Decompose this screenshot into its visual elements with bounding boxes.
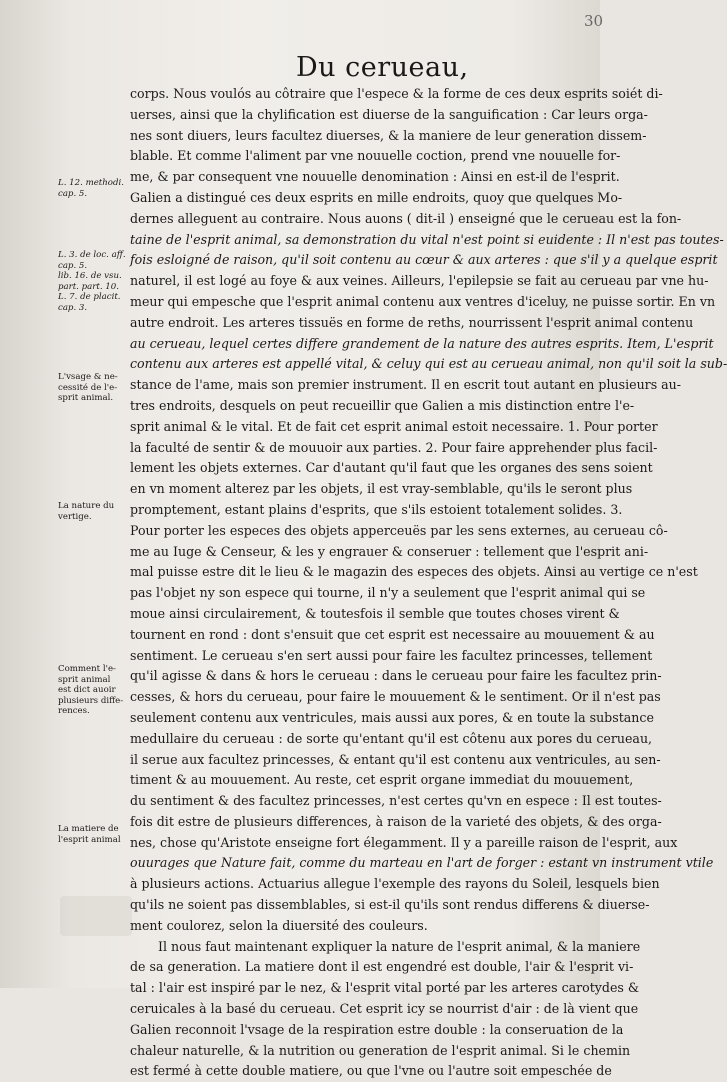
text-line: à plusieurs actions. Actuarius allegue l'exemple des rayons du Soleil, lesquels bien [130,876,660,892]
text-line: chaleur naturelle, & la nutrition ou generation de l'esprit animal. Si le chemin [130,1042,631,1058]
text-line: ment coulorez, selon la diuersité des couleurs. [130,917,428,933]
text-line: me, & par consequent vne nouuelle denomination : Ainsi en est-il de l'esprit. [130,169,620,185]
margin-note: La matiere de l'esprit animal [58,824,121,845]
text-line: contenu aux arteres est appellé vital, & celuy qui est au cerueau animal, non qu'il soit la sub- [130,356,727,372]
text-line: blable. Et comme l'aliment par vne nouuelle coction, prend vne nouuelle for- [130,148,621,164]
text-line: promptement, estant plains d'esprits, que s'ils estoient totalement solides. 3. [130,501,623,517]
text-line: Galien reconnoit l'vsage de la respiration estre double : la conseruation de la [130,1021,624,1037]
text-line: mal puisse estre dit le lieu & le magazin des especes des objets. Ainsi au vertige ce n'est [130,564,698,580]
text-line: du sentiment & des facultez princesses, n'est certes qu'vn en espece : Il est toutes- [130,793,662,809]
text-line: tournent en rond : dont s'ensuit que cet esprit est necessaire au mouuement & au [130,626,655,642]
margin-note: L. 3. de loc. aff. cap. 5. lib. 16. de vsu. part. part. 10. L. 7. de placit. cap. 3. [58,250,126,313]
text-line: tal : l'air est inspiré par le nez, & l'esprit vital porté par les arteres carotydes & [130,980,640,996]
text-line: fois dit estre de plusieurs differences, à raison de la varieté des objets, & des orga- [130,813,662,829]
text-line: ouurages que Nature fait, comme du marteau en l'art de forger : estant vn instrument vtile [130,855,714,871]
text-line: tres endroits, desquels on peut recueillir que Galien a mis distinction entre l'e- [130,397,635,413]
text-line: taine de l'esprit animal, sa demonstration du vital n'est point si euidente : Il n'est pas toutes- [130,231,724,247]
text-line: autre endroit. Les arteres tissuës en forme de reths, nourrissent l'esprit animal contenu [130,314,694,330]
text-line: qu'ils ne soient pas dissemblables, si est-il qu'ils sont rendus differens & diuerse- [130,897,650,913]
text-line: pas l'objet ny son espece qui tourne, il n'y a seulement que l'esprit animal qui se [130,585,646,601]
text-line: la faculté de sentir & de mouuoir aux parties. 2. Pour faire apprehender plus facil- [130,439,658,455]
margin-note: Comment l'e- sprit animal est dict auoir plusieurs diffe- rences. [58,664,124,717]
text-line: Galien a distingué ces deux esprits en mille endroits, quoy que quelques Mo- [130,189,623,205]
text-line: stance de l'ame, mais son premier instrument. Il en escrit tout autant en plusieurs au- [130,377,682,393]
text-line: ceruicales à la basé du cerueau. Cet esprit icy se nourrist d'air : de là vient que [130,1001,639,1017]
text-line: medullaire du cerueau : de sorte qu'entant qu'il est côtenu aux pores du cerueau, [130,730,653,746]
text-line: nes sont diuers, leurs facultez diuerses, & la maniere de leur generation dissem- [130,127,647,143]
text-line: seulement contenu aux ventricules, mais aussi aux pores, & en toute la substance [130,709,654,725]
text-line: timent & au mouuement. Au reste, cet esprit organe immediat du mouuement, [130,772,634,788]
text-line: est fermé à cette double matiere, ou que l'vne ou l'autre soit empeschée de [130,1063,612,1079]
text-line: corps. Nous voulós au côtraire que l'espece & la forme de ces deux esprits soiét di- [130,86,663,101]
text-line: de sa generation. La matiere dont il est engendré est double, l'air & l'esprit vi- [130,959,634,975]
text-line: moue ainsi circulairement, & toutesfois il semble que toutes choses virent & [130,605,620,621]
text-line: meur qui empesche que l'esprit animal contenu aux ventres d'iceluy, ne puisse sortir. En vn [130,293,716,309]
text-line: en vn moment alterez par les objets, il est vray-semblable, qu'ils le seront plus [130,481,633,497]
text-line: au cerueau, lequel certes differe grandement de la nature des autres esprits. Item, L'esprit [130,335,714,351]
text-line: Il nous faut maintenant expliquer la nature de l'esprit animal, & la maniere [158,938,641,954]
text-line: fois esloigné de raison, qu'il soit contenu au cœur & aux arteres : que s'il y a quelque esprit [130,252,718,268]
text-line: me au Iuge & Censeur, & les y engrauer & conseruer : tellement que l'esprit ani- [130,543,649,559]
text-line: il serue aux facultez princesses, & entant qu'il est contenu aux ventricules, au sen- [130,751,661,767]
body-text [130,84,727,1082]
text-line: sentiment. Le cerueau s'en sert aussi pour faire les facultez princesses, tellement [130,647,653,663]
text-line: lement les objets externes. Car d'autant qu'il faut que les organes des sens soient [130,460,653,476]
folio-number: 30 [584,12,604,30]
margin-note: La nature du vertige. [58,501,115,522]
text-line: dernes alleguent au contraire. Nous auons ( dit-il ) enseigné que le cerueau est la fon- [130,210,682,226]
library-stamp [60,896,132,936]
text-line: sprit animal & le vital. Et de fait cet esprit animal estoit necessaire. 1. Pour porter [130,418,658,434]
text-line: uerses, ainsi que la chylification est diuerse de la sanguification : Car leurs orga- [130,106,648,122]
margin-note: L'vsage & ne- cessité de l'e- sprit animal. [58,372,118,404]
text-line: cesses, & hors du cerueau, pour faire le mouuement & le sentiment. Or il n'est pas [130,689,661,705]
text-line: naturel, il est logé au foye & aux veines. Ailleurs, l'epilepsie se fait au cerueau par vne hu- [130,273,709,289]
text-line: Pour porter les especes des objets apperceuës par les sens externes, au cerueau cô- [130,522,668,538]
text-line: qu'il agisse & dans & hors le cerueau : dans le cerueau pour faire les facultez prin- [130,668,662,684]
page-header: Du cerueau, [296,52,469,83]
margin-note: L. 12. methodi. cap. 5. [58,178,124,199]
text-line: nes, chose qu'Aristote enseigne fort élegamment. Il y a pareille raison de l'esprit, aux [130,834,678,850]
